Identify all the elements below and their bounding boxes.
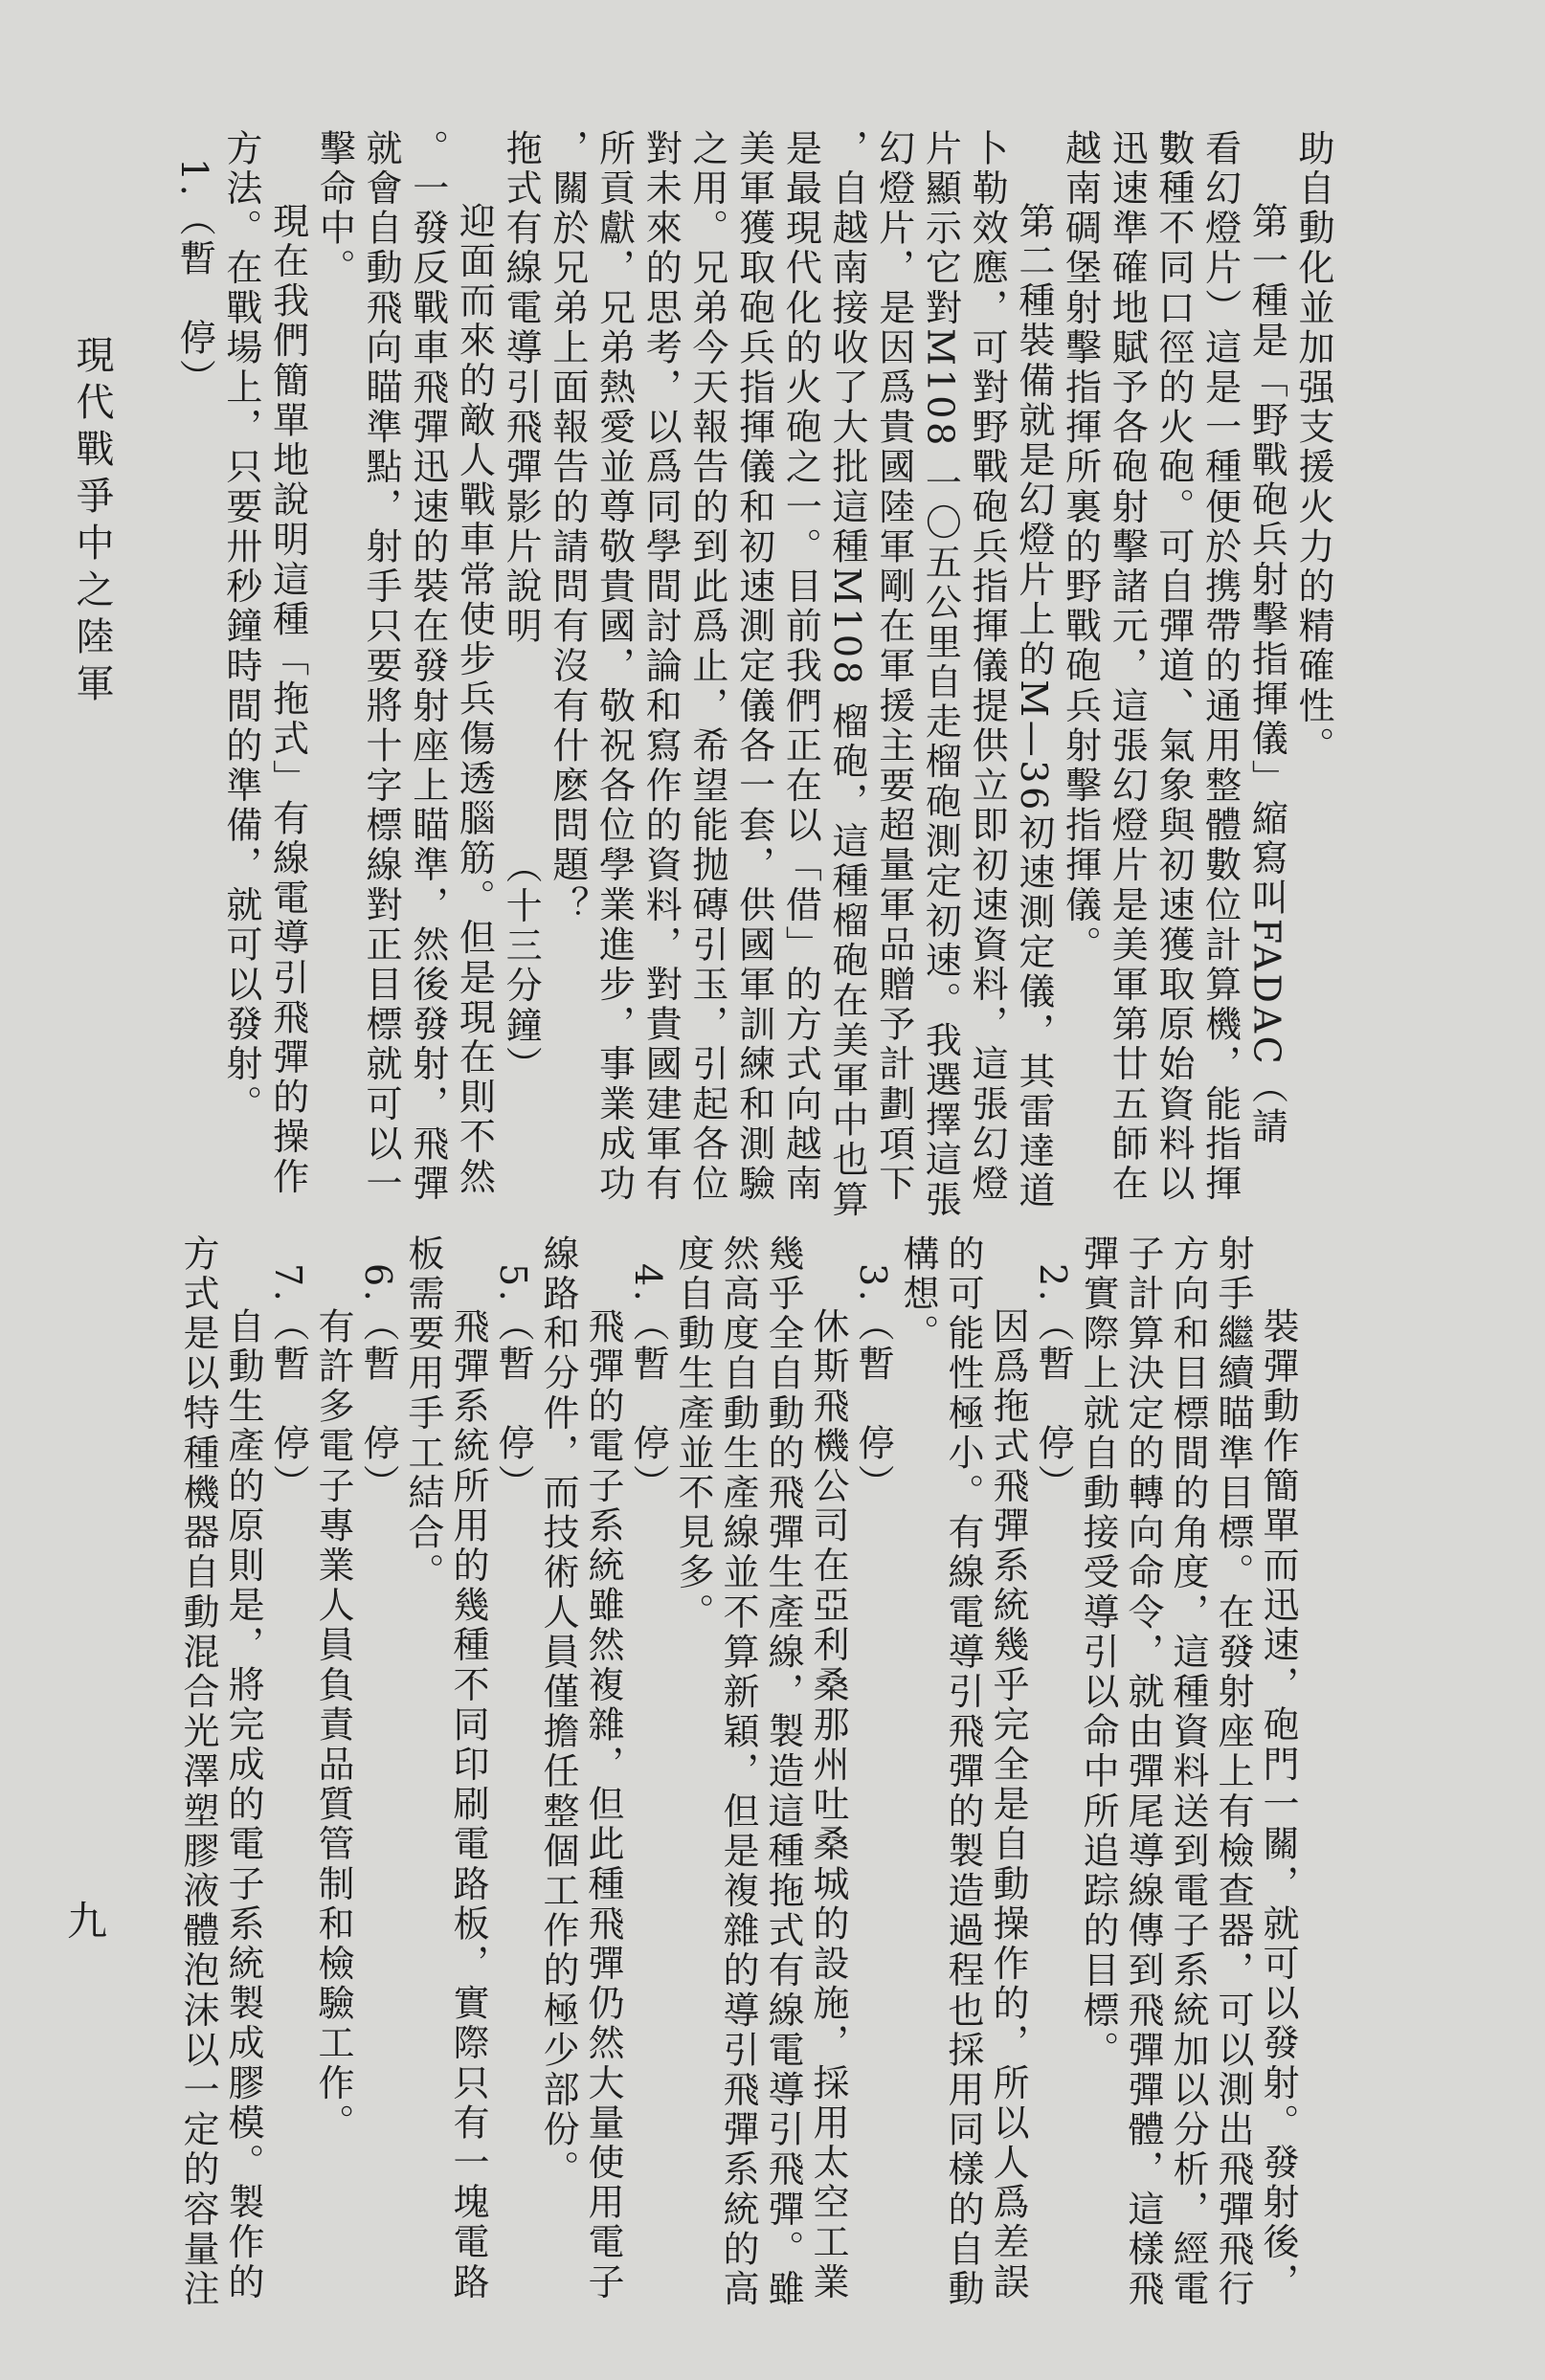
text-column: 飛彈系統所用的幾種不同印刷電路板，實際只有一塊電路 [447,1307,489,2302]
page-number: 九 [67,1898,108,1945]
text-column: 自動生產的原則是，將完成的電子系統製成膠模。製作的 [222,1307,264,2302]
text-column: 子計算決定的轉向命令，就由彈尾導線傳到飛彈彈體，這樣飛 [1122,1234,1164,2310]
text-column: 數種不同口徑的火砲。可自彈道、氣象與初速獲取原始資料以 [1152,129,1195,1205]
pause-marker-column: 4.（暫 停） [627,1263,669,1504]
text-column: 所貢獻，兄弟熱愛並尊敬貴國，敬祝各位學業進步，事業成功 [593,129,636,1205]
text-column: 構想。 [897,1234,939,1354]
text-column: 彈實際上就自動接受導引以命中所追踪的目標。 [1077,1234,1119,2071]
text-column: 板需要用手工結合。 [402,1234,444,1593]
text-column: 休斯飛機公司在亞利桑那州吐桑城的設施，採用太空工業 [807,1307,849,2302]
film-caption-heading [497,129,544,1172]
text-column: 幾乎全自動的飛彈生產線，製造這種拖式有線電導引飛彈。雖 [762,1234,804,2310]
text-column: 方式是以特種機器自動混合光澤塑膠液體泡沫以一定的容量注 [177,1234,219,2310]
text-column: 第一種是「野戰砲兵射擊指揮儀」縮寫叫FADAC（請 [1245,202,1288,1147]
text-column: 就會自動飛向瞄準點，射手只要將十字標線對正目標就可以一 [360,129,402,1205]
text-column: 線路和分件，而技術人員僅擔任整個工作的極少部份。 [537,1234,579,2191]
text-column: 的可能性極小。有線電導引飛彈的製造過程也採用同樣的自動 [942,1234,984,2310]
text-column: 。一發反戰車飛彈迅速的裝在發射座上瞄準，然後發射，飛彈 [406,129,449,1205]
text-column: 方法。在戰場上，只要卅秒鐘時間的準備，就可以發射。 [219,129,262,1124]
text-column: 裝彈動作簡單而迅速，砲門一關，就可以發射。發射後， [1257,1307,1299,2302]
text-column: 擊命中。 [313,129,356,289]
text-column: ，自越南接收了大批這種M108 榴砲，這種榴砲在美軍中也算 [826,129,868,1220]
text-column: ，關於兄弟上面報告的請問有沒有什麽問題？ [546,129,589,925]
text-column: 度自動生產並不見多。 [672,1234,714,1633]
text-column: 現在我們簡單地說明這種「拖式」有線電導引飛彈的操作 [266,202,309,1197]
text-column: 卜勒效應，可對野戰砲兵指揮儀提供立即初速資料，這張幻燈 [966,129,1009,1205]
pause-marker-column: 2.（暫 停） [1032,1263,1074,1504]
pause-marker-column: 7.（暫 停） [267,1263,309,1504]
text-column: 射手繼續瞄準目標。在發射座上有檢查器，可以測出飛彈飛行 [1212,1234,1254,2310]
text-column: 迅速準確地賦予各砲射擊諸元，這張幻燈片是美軍第廿五師在 [1106,129,1149,1205]
running-head: 現代戰爭中之陸軍 [70,335,114,710]
top-text-block [170,129,1336,1220]
pause-marker-column: 3.（暫 停） [852,1263,894,1504]
text-column: 是最現代化的火砲之一。目前我們正在以「借」的方式向越南 [779,129,822,1205]
text-column: 看幻燈片）這是一種便於携帶的通用整體數位計算機，能指揮 [1198,129,1242,1205]
text-column: 片顯示它對M108 一〇五公里自走榴砲測定初速。我選擇這張 [919,129,962,1220]
text-column: 美軍獲取砲兵指揮儀和初速測定儀各一套，供國軍訓練和測驗 [732,129,775,1205]
text-column: 迎面而來的敵人戰車常使步兵傷透腦筋。但是現在則不然 [453,202,496,1197]
text-column: 助自動化並加强支援火力的精確性。 [1292,129,1334,767]
text-column: 有許多電子專業人員負責品質管制和檢驗工作。 [312,1307,354,2144]
bottom-text-block [174,1234,1300,2310]
text-column: 方向和目標間的角度，這種資料送到電子系統加以分析，經電 [1167,1234,1209,2310]
text-column: 幻燈片，是因爲貴國陸軍剛在軍援主要超量軍品贈予計劃項下 [872,129,915,1205]
text-column: 因爲拖式飛彈系統幾乎完全是自動操作的，所以人爲差誤 [987,1307,1029,2302]
text-column: 飛彈的電子系統雖然複雜，但此種飛彈仍然大量使用電子 [582,1307,624,2302]
film-title: 拖式有線電導引飛彈影片說明 [500,129,543,647]
text-column: 然高度自動生產線並不算新穎，但是複雜的導引飛彈系統的高 [717,1234,759,2310]
text-column: 之用。兄弟今天報告的到此爲止，希望能抛磚引玉，引起各位 [685,129,728,1205]
pause-marker-column: 5.（暫 停） [492,1263,534,1504]
text-column: 越南碉堡射擊指揮所裏的野戰砲兵射擊指揮儀。 [1059,129,1102,966]
text-column: 對未來的思考，以爲同學間討論和寫作的資料，對貴國建軍有 [639,129,683,1205]
text-column: 第二種裝備就是幻燈片上的M—36初速測定儀，其雷達道 [1012,202,1055,1212]
pause-marker-column: 6.（暫 停） [357,1263,399,1504]
pause-marker-column: 1.（暫 停） [173,158,216,399]
film-duration: （十三分鐘） [500,847,543,1086]
